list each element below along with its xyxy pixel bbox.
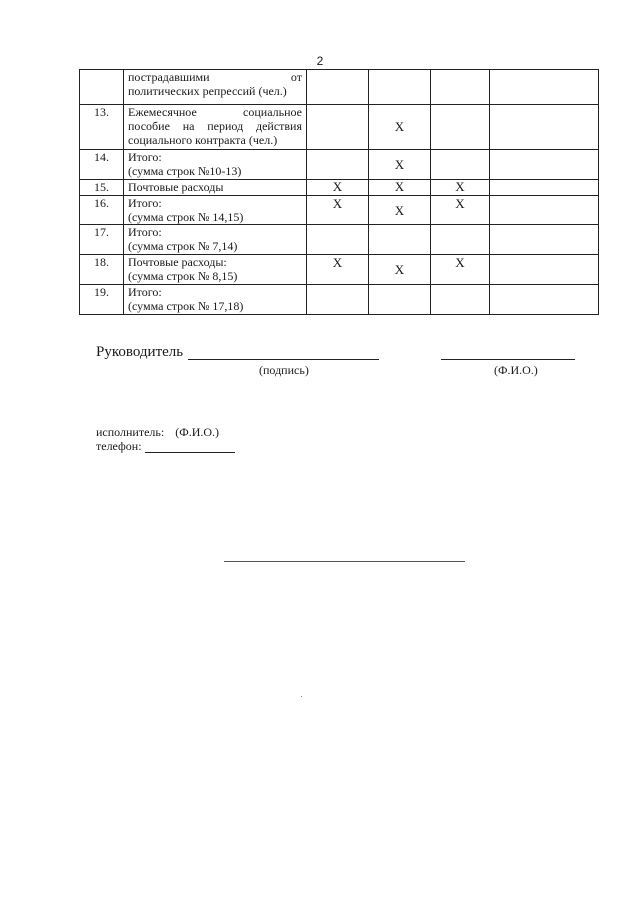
row-number: 14. (80, 150, 124, 180)
row-description-line: социального контракта (чел.) (128, 133, 278, 147)
report-table-body (80, 70, 599, 315)
full-name-caption: (Ф.И.О.) (494, 363, 538, 377)
row-description-line: Итого: (128, 150, 162, 164)
table-row (80, 196, 599, 225)
row-description-line: Итого: (128, 196, 162, 210)
row-description-line: (сумма строк № 14,15) (128, 210, 244, 224)
row-description (124, 285, 307, 315)
mark-cell (307, 225, 369, 255)
mark-cell: X (369, 255, 431, 285)
mark-cell (490, 105, 599, 150)
phone-label: телефон: (96, 439, 142, 453)
mark-cell (369, 70, 431, 105)
mark-cell (490, 225, 599, 255)
phone-line (145, 441, 235, 453)
table-row (80, 225, 599, 255)
row-number: 15. (80, 180, 124, 196)
separator-line (224, 561, 465, 562)
table-row (80, 180, 599, 196)
row-description (124, 180, 307, 196)
row-description-line: (сумма строк № 17,18) (128, 299, 244, 313)
mark-cell (490, 150, 599, 180)
row-description (124, 225, 307, 255)
mark-cell (490, 180, 599, 196)
table-row (80, 70, 599, 105)
mark-cell (490, 285, 599, 315)
mark-cell (431, 225, 490, 255)
mark-cell: X (431, 180, 490, 196)
row-description-line: пострадавшими от (128, 70, 302, 84)
mark-cell: X (307, 196, 369, 225)
mark-cell: X (307, 255, 369, 285)
row-description-line: (сумма строк № 7,14) (128, 239, 238, 253)
mark-cell: X (431, 255, 490, 285)
mark-cell (490, 255, 599, 285)
row-number (80, 70, 124, 105)
mark-cell (307, 285, 369, 315)
row-description (124, 105, 307, 150)
mark-cell: X (369, 105, 431, 150)
row-number: 19. (80, 285, 124, 315)
row-description (124, 70, 307, 105)
table-row (80, 255, 599, 285)
report-table (79, 69, 599, 315)
row-description-line: (сумма строк №10-13) (128, 164, 242, 178)
row-number: 18. (80, 255, 124, 285)
row-description (124, 196, 307, 225)
mark-cell (307, 105, 369, 150)
mark-cell (369, 285, 431, 315)
table-row (80, 150, 599, 180)
mark-cell: X (369, 180, 431, 196)
row-description (124, 255, 307, 285)
row-description-line: Почтовые расходы (128, 180, 224, 194)
mark-cell (490, 70, 599, 105)
row-description-line: пособие на период действия (128, 119, 302, 133)
mark-cell: X (369, 196, 431, 225)
row-number: 13. (80, 105, 124, 150)
mark-cell (431, 70, 490, 105)
mark-cell: X (431, 196, 490, 225)
row-number: 16. (80, 196, 124, 225)
mark-cell (307, 70, 369, 105)
mark-cell (431, 285, 490, 315)
mark-cell (369, 225, 431, 255)
mark-cell (490, 196, 599, 225)
row-description-line: Итого: (128, 285, 162, 299)
row-number: 17. (80, 225, 124, 255)
executor-block (96, 425, 235, 453)
table-row (80, 105, 599, 150)
table-row (80, 285, 599, 315)
executor-name: (Ф.И.О.) (175, 425, 220, 439)
mark-cell: X (369, 150, 431, 180)
row-description-line: Почтовые расходы: (128, 255, 227, 269)
row-description-line: политических репрессий (чел.) (128, 84, 287, 98)
page-number: 2 (316, 54, 324, 68)
mark-cell (307, 150, 369, 180)
mark-cell: X (307, 180, 369, 196)
executor-label: исполнитель: (96, 425, 165, 439)
mark-cell (431, 105, 490, 150)
row-description-line: (сумма строк № 8,15) (128, 269, 238, 283)
row-description-line: Итого: (128, 225, 162, 239)
mark-cell (431, 150, 490, 180)
scan-speck (301, 696, 302, 697)
signature-caption: (подпись) (259, 363, 309, 377)
full-name-line (441, 359, 575, 360)
signature-label: Руководитель (96, 344, 184, 360)
signature-line (188, 359, 379, 360)
row-description (124, 150, 307, 180)
row-description-line: Ежемесячное социальное (128, 105, 302, 119)
